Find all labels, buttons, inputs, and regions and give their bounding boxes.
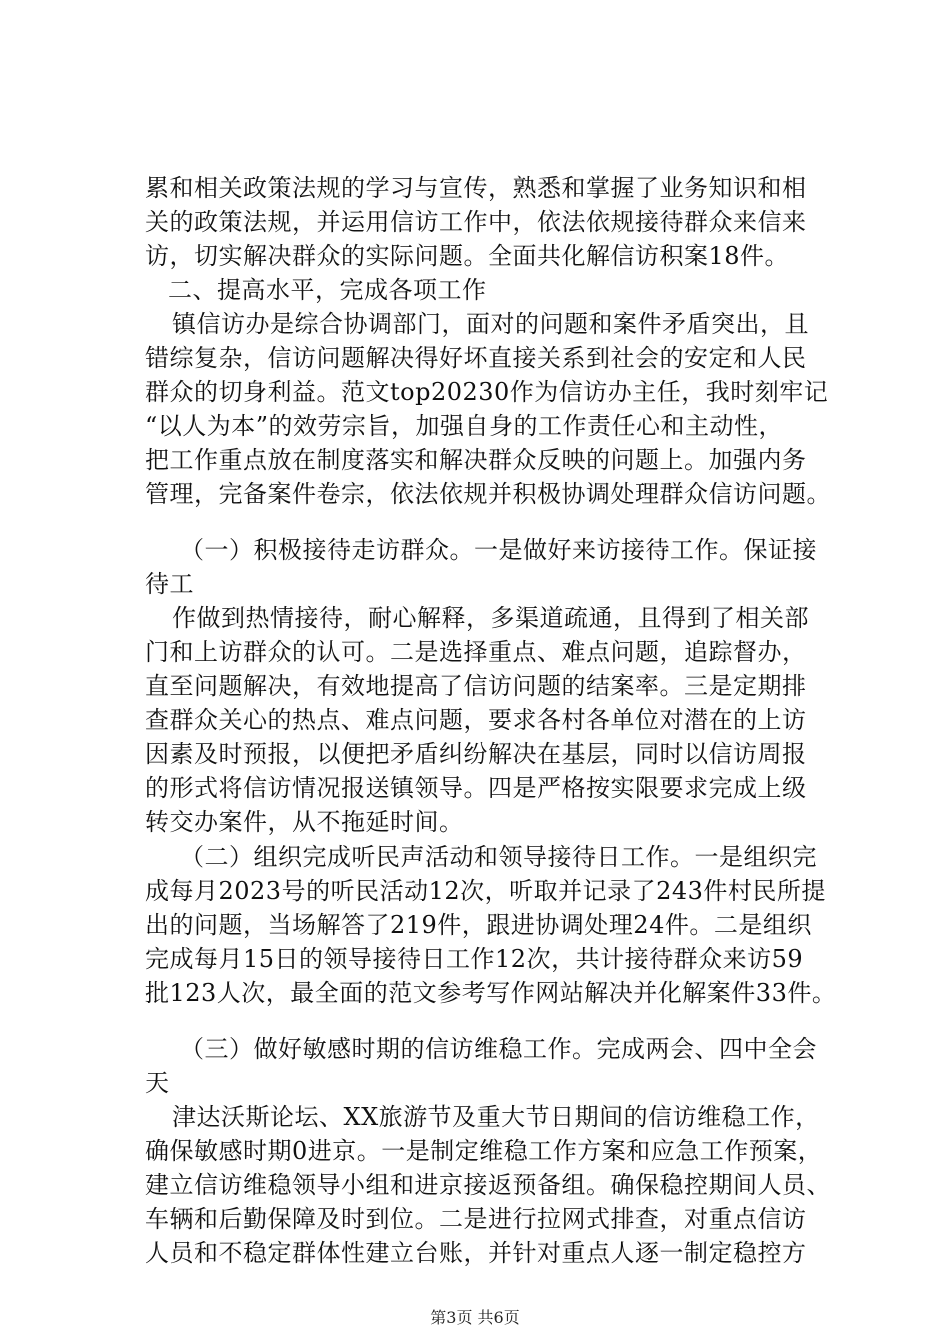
text-line: 人员和不稳定群体性建立台账，并针对重点人逐一制定稳控方 — [145, 1239, 807, 1267]
page-footer: 第3页 共6页 — [430, 1308, 520, 1327]
text-line: 车辆和后勤保障及时到位。二是进行拉网式排查，对重点信访 — [145, 1205, 807, 1233]
text-line: 访，切实解决群众的实际问题。全面共化解信访积案18件。 — [145, 242, 790, 270]
section-heading: 二、提高水平，完成各项工作 — [168, 276, 487, 304]
subsection-heading-2: （二）组织完成听民声活动和领导接待日工作。一是组织完 — [180, 843, 817, 871]
text-line: 批123人次，最全面的范文参考写作网站解决并化解案件33件。 — [145, 979, 837, 1007]
text-line: 确保敏感时期0进京。一是制定维稳工作方案和应急工作预案， — [145, 1137, 823, 1165]
text-line: 待工 — [145, 570, 194, 598]
text-line: 关的政策法规，并运用信访工作中，依法依规接待群众来信来 — [145, 208, 807, 236]
text-line: 出的问题，当场解答了219件，跟进协调处理24件。二是组织 — [145, 911, 812, 939]
text-line: 镇信访办是综合协调部门，面对的问题和案件矛盾突出，且 — [172, 310, 809, 338]
text-line: 天 — [145, 1069, 170, 1097]
text-line: 管理，完备案件卷宗，依法依规并积极协调处理群众信访问题。 — [145, 480, 831, 508]
subsection-heading-1: （一）积极接待走访群众。一是做好来访接待工作。保证接 — [180, 536, 817, 564]
text-line: 津达沃斯论坛、XX旅游节及重大节日期间的信访维稳工作， — [172, 1103, 820, 1131]
text-line: “以人为本”的效劳宗旨，加强自身的工作责任心和主动性， — [145, 412, 784, 440]
text-line: 完成每月15日的领导接待日工作12次，共计接待群众来访59 — [145, 945, 804, 973]
text-line: 查群众关心的热点、难点问题，要求各村各单位对潜在的上访 — [145, 706, 807, 734]
text-line: 把工作重点放在制度落实和解决群众反映的问题上。加强内务 — [145, 446, 807, 474]
text-line: 成每月2023号的听民活动12次，听取并记录了243件村民所提 — [145, 877, 826, 905]
subsection-heading-3: （三）做好敏感时期的信访维稳工作。完成两会、四中全会 — [180, 1035, 817, 1063]
text-line: 门和上访群众的认可。二是选择重点、难点问题，追踪督办， — [145, 638, 807, 666]
text-line: 转交办案件，从不拖延时间。 — [145, 808, 464, 836]
text-line: 因素及时预报，以便把矛盾纠纷解决在基层，同时以信访周报 — [145, 740, 807, 768]
text-line: 直至问题解决，有效地提高了信访问题的结案率。三是定期排 — [145, 672, 807, 700]
text-line: 错综复杂，信访问题解决得好坏直接关系到社会的安定和人民 — [145, 344, 807, 372]
text-line: 累和相关政策法规的学习与宣传，熟悉和掌握了业务知识和相 — [145, 174, 807, 202]
text-line: 建立信访维稳领导小组和进京接返预备组。确保稳控期间人员、 — [145, 1171, 831, 1199]
text-line: 群众的切身利益。范文top20230作为信访办主任，我时刻牢记 — [145, 378, 829, 406]
text-line: 的形式将信访情况报送镇领导。四是严格按实限要求完成上级 — [145, 774, 807, 802]
text-line: 作做到热情接待，耐心解释，多渠道疏通，且得到了相关部 — [172, 604, 809, 632]
